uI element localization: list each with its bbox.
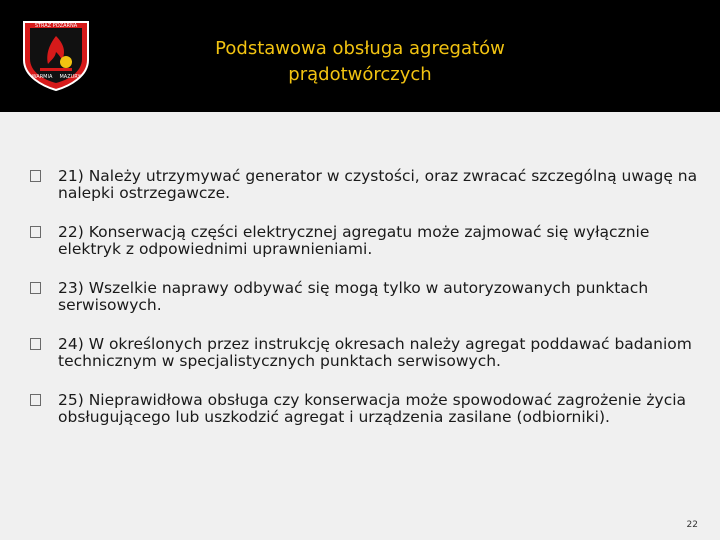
bullet-list	[30, 168, 710, 448]
bullet-square-icon	[30, 282, 41, 294]
logo-left-text: WARMIA	[31, 74, 53, 80]
logo-top-text: STRAŻ POŻARNA	[34, 23, 78, 29]
slide-header	[0, 0, 720, 112]
list-item	[30, 392, 710, 426]
list-item-text: 21) Należy utrzymywać generator w czystości, oraz zwracać szczególną uwagę na nalepki ostrzegawcze.	[58, 167, 698, 202]
list-item	[30, 280, 710, 314]
page-number: 22	[686, 520, 698, 530]
slide-title	[150, 36, 570, 88]
list-item-text: 24) W określonych przez instrukcję okresach należy agregat poddawać badaniom technicznym w specjalistycznych punktach serwisowych.	[58, 335, 692, 370]
bullet-square-icon	[30, 226, 41, 238]
bullet-square-icon	[30, 394, 41, 406]
list-item-text: 22) Konserwacją części elektrycznej agregatu może zajmować się wyłącznie elektryk z odpowiednimi uprawnieniami.	[58, 223, 650, 258]
list-item	[30, 224, 710, 258]
list-item	[30, 336, 710, 370]
logo-right-text: MAZURY	[59, 74, 81, 80]
bullet-square-icon	[30, 338, 41, 350]
fire-brigade-shield-icon	[18, 16, 94, 92]
list-item-text: 23) Wszelkie naprawy odbywać się mogą tylko w autoryzowanych punktach serwisowych.	[58, 279, 649, 314]
bullet-square-icon	[30, 170, 41, 182]
list-item	[30, 168, 710, 202]
title-line-2: prądotwórczych	[288, 64, 432, 85]
list-item-text: 25) Nieprawidłowa obsługa czy konserwacja może spowodować zagrożenie życia obsługującego lub uszkodzić agregat i urządzenia zasilane (odbiorniki).	[58, 391, 687, 426]
title-line-1: Podstawowa obsługa agregatów	[215, 38, 505, 59]
